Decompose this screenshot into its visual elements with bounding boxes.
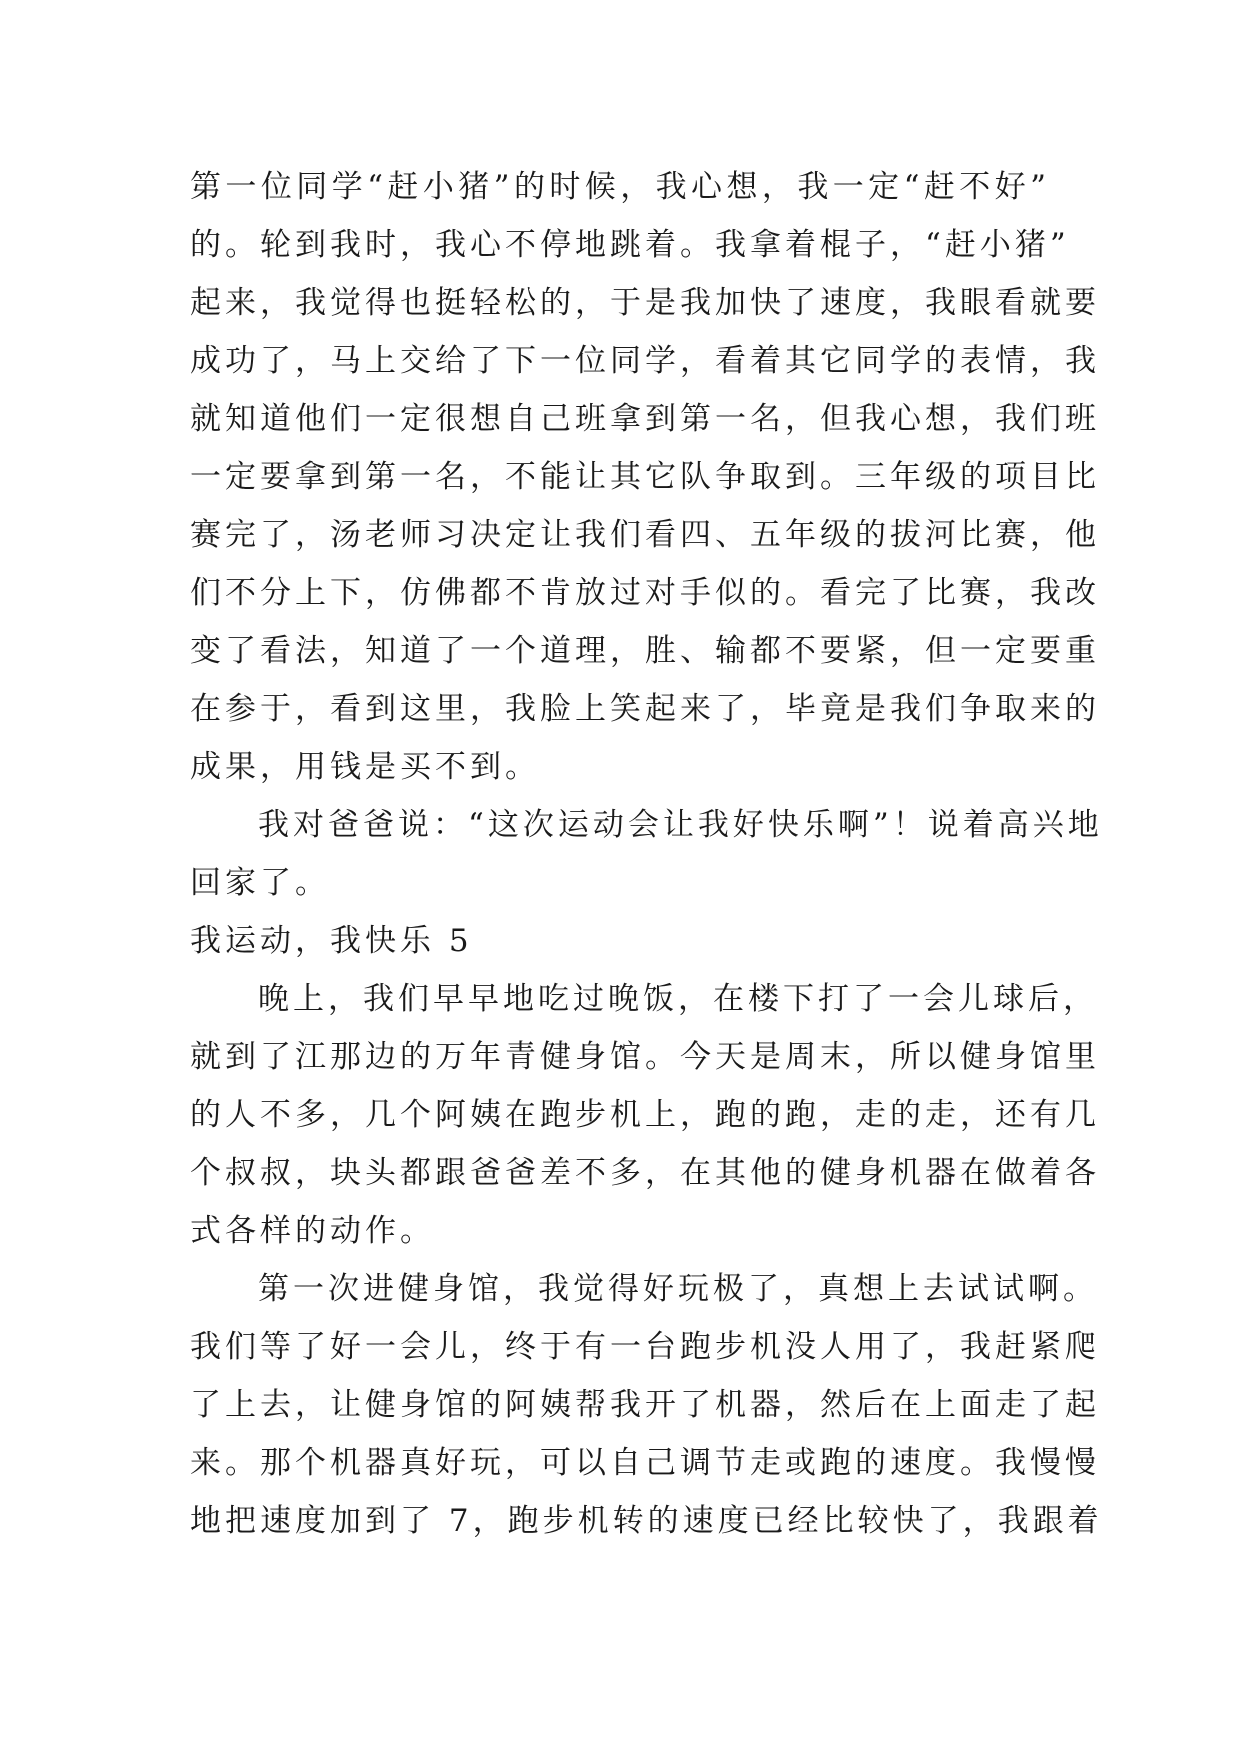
text-line: 回家了。 xyxy=(190,865,330,901)
text-line: 就知道他们一定很想自己班拿到第一名，但我心想，我们班 xyxy=(190,401,1100,437)
text-line: 起来，我觉得也挺轻松的，于是我加快了速度，我眼看就要 xyxy=(190,285,1100,321)
text-line: 个叔叔，块头都跟爸爸差不多，在其他的健身机器在做着各 xyxy=(190,1155,1100,1191)
document-body xyxy=(190,158,1103,1550)
text-line: 变了看法，知道了一个道理，胜、输都不要紧，但一定要重 xyxy=(190,633,1100,669)
text-line: 在参于，看到这里，我脸上笑起来了，毕竟是我们争取来的 xyxy=(190,691,1100,727)
text-line: 就到了江那边的万年青健身馆。今天是周末，所以健身馆里 xyxy=(190,1039,1100,1075)
text-line: 的。轮到我时，我心不停地跳着。我拿着棍子，“赶小猪” xyxy=(190,227,1070,263)
text-line: 们不分上下，仿佛都不肯放过对手似的。看完了比赛，我改 xyxy=(190,575,1100,611)
text-line: 的人不多，几个阿姨在跑步机上，跑的跑，走的走，还有几 xyxy=(190,1097,1100,1133)
paragraph-4 xyxy=(190,1260,1103,1550)
text-line: 我们等了好一会儿，终于有一台跑步机没人用了，我赶紧爬 xyxy=(190,1329,1100,1365)
text-line: 了上去，让健身馆的阿姨帮我开了机器，然后在上面走了起 xyxy=(190,1387,1100,1423)
text-line: 地把速度加到了 7，跑步机转的速度已经比较快了，我跟着 xyxy=(190,1503,1103,1539)
text-line: 第一位同学“赶小猪”的时候，我心想，我一定“赶不好” xyxy=(190,169,1050,205)
text-line: 晚上，我们早早地吃过晚饭，在楼下打了一会儿球后， xyxy=(258,981,1098,1017)
text-line: 赛完了，汤老师习决定让我们看四、五年级的拔河比赛，他 xyxy=(190,517,1100,553)
paragraph-2 xyxy=(190,796,1103,912)
section-heading-text: 我运动，我快乐 5 xyxy=(190,923,473,959)
text-line: 成功了，马上交给了下一位同学，看着其它同学的表情，我 xyxy=(190,343,1100,379)
text-line: 式各样的动作。 xyxy=(190,1213,435,1249)
text-line: 我对爸爸说：“这次运动会让我好快乐啊”！说着高兴地 xyxy=(258,807,1103,843)
section-heading xyxy=(190,912,1050,970)
text-line: 来。那个机器真好玩，可以自己调节走或跑的速度。我慢慢 xyxy=(190,1445,1100,1481)
text-line: 成果，用钱是买不到。 xyxy=(190,749,540,785)
text-line: 一定要拿到第一名，不能让其它队争取到。三年级的项目比 xyxy=(190,459,1100,495)
paragraph-1 xyxy=(190,158,1100,796)
paragraph-3 xyxy=(190,970,1100,1260)
text-line: 第一次进健身馆，我觉得好玩极了，真想上去试试啊。 xyxy=(258,1271,1098,1307)
